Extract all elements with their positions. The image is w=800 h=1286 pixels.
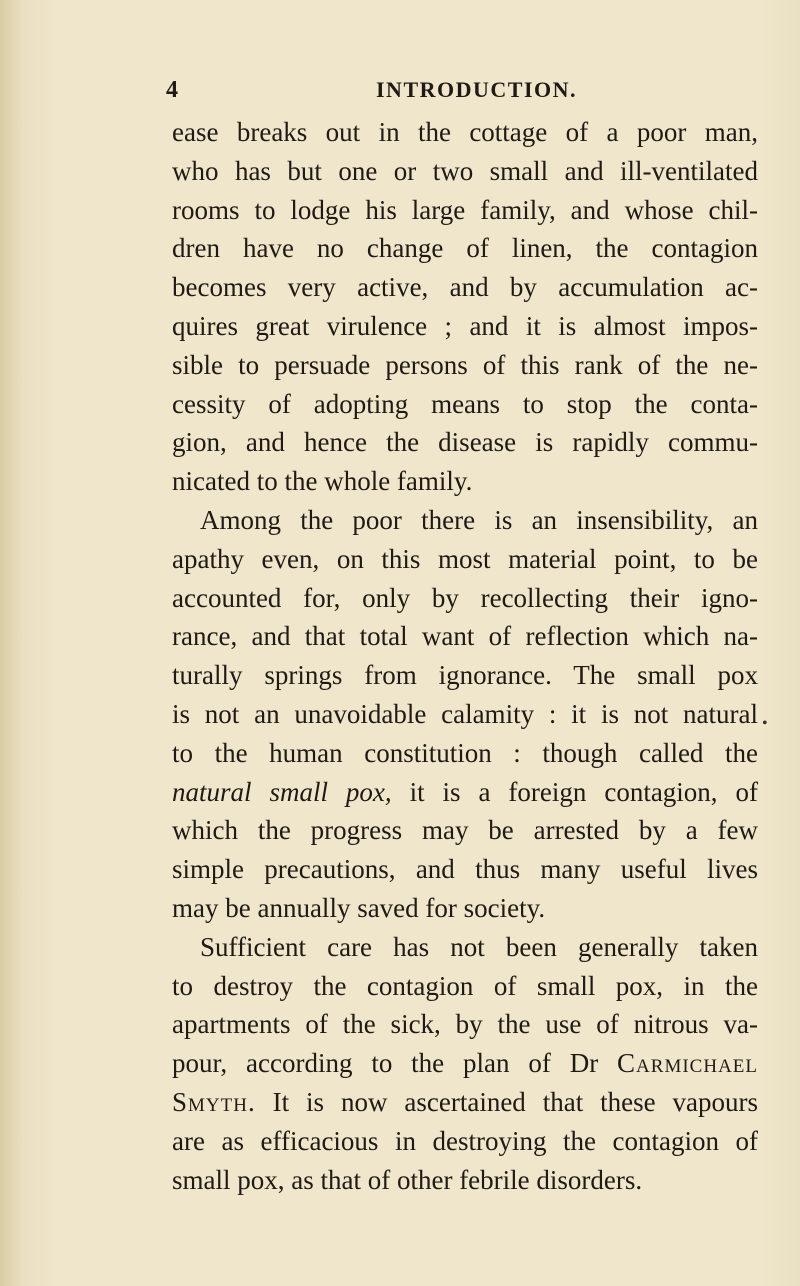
- text-line: who has but one or two small and ill-ventilated: [172, 155, 758, 186]
- text-line: dren have no change of linen, the contagion: [172, 233, 758, 264]
- paragraph-start-line: Among the poor there is an insensibility, an: [200, 504, 758, 535]
- margin-speck: •: [762, 715, 768, 732]
- text-line: becomes very active, and by accumulation ac-: [172, 272, 758, 303]
- text-line: which the progress may be arrested by a few: [172, 815, 758, 846]
- text-line: are as efficacious in destroying the contagion of: [172, 1125, 758, 1156]
- running-head: INTRODUCTION.: [376, 77, 578, 102]
- paragraph-start-line: Sufficient care has not been generally taken: [200, 931, 758, 962]
- text-fragment: it is a foreign contagion, of: [409, 776, 758, 807]
- small-caps-name: Smyth.: [172, 1086, 256, 1117]
- page-header: [166, 74, 756, 106]
- text-line: cessity of adopting means to stop the conta-: [172, 388, 758, 419]
- text-line: small pox, as that of other febrile disorders.: [172, 1164, 643, 1195]
- text-line: rance, and that total want of reflection which na-: [172, 621, 758, 652]
- text-line: sible to persuade persons of this rank of the ne-: [172, 349, 758, 380]
- text-line-with-name: [172, 1044, 758, 1083]
- page-gutter: [0, 0, 24, 1286]
- text-line: accounted for, only by recollecting their igno-: [172, 582, 758, 613]
- text-line: apartments of the sick, by the use of nitrous va-: [172, 1009, 758, 1040]
- text-line: ease breaks out in the cottage of a poor man,: [172, 117, 758, 147]
- text-line-with-name: [172, 1083, 758, 1122]
- text-line: simple precautions, and thus many useful lives: [172, 854, 758, 885]
- small-caps-name: Carmichael: [617, 1048, 758, 1079]
- text-line: nicated to the whole family.: [172, 466, 473, 497]
- text-line-with-italic: [172, 773, 758, 812]
- text-line: may be annually saved for society.: [172, 892, 546, 923]
- text-line: turally springs from ignorance. The small pox: [172, 660, 758, 691]
- text-line: gion, and hence the disease is rapidly commu-: [172, 427, 758, 458]
- text-line: quires great virulence ; and it is almost impos-: [172, 310, 758, 341]
- text-fragment: pour, according to the plan of Dr: [172, 1048, 599, 1079]
- text-line: rooms to lodge his large family, and whose chil-: [172, 194, 758, 225]
- body-text: [172, 113, 758, 1199]
- page-number: 4: [166, 77, 178, 103]
- text-line: apathy even, on this most material point, to be: [172, 543, 758, 574]
- text-line: to destroy the contagion of small pox, in the: [172, 970, 758, 1001]
- italic-phrase: natural small pox,: [172, 776, 392, 807]
- text-fragment: It is now ascertained that these vapours: [272, 1086, 758, 1117]
- text-line: is not an unavoidable calamity : it is not natural: [172, 698, 758, 729]
- text-line: to the human constitution : though called the: [172, 737, 758, 768]
